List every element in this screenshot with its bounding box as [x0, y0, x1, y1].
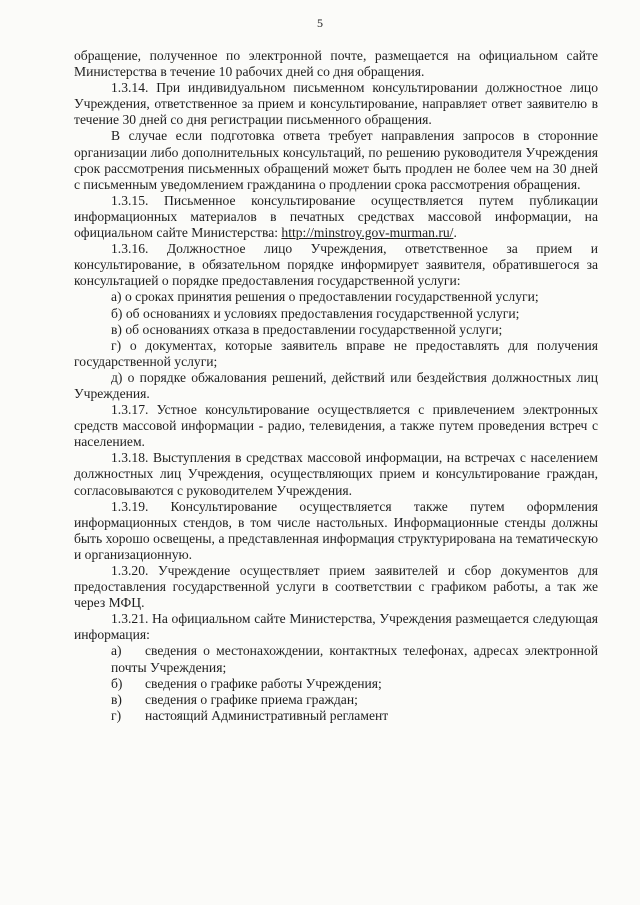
- list-item-d: д) о порядке обжалования решений, действий или бездействия должностных лиц Учреждения.: [74, 369, 598, 401]
- paragraph-extension: В случае если подготовка ответа требует направления запросов в сторонние организации либо дополнительных консультаций, по решению руководителя Учреждения срок рассмотрения письменных обращений может быть продлен не более чем на 30 дней с письменным уведомлением гражданина о продлении срока рассмотрения обращения.: [74, 128, 598, 192]
- paragraph-1-3-19: 1.3.19. Консультирование осуществляется также путем оформления информационных стендов, в том числе настольных. Информационные стенды должны быть хорошо освещены, а представленная информация структурирована на тематическую и организационную.: [74, 498, 598, 562]
- info-item-letter: б): [111, 675, 123, 691]
- info-item-letter: в): [111, 691, 122, 707]
- document-body: [74, 48, 598, 724]
- paragraph-1-3-17: 1.3.17. Устное консультирование осуществляется с привлечением электронных средств массовой информации - радио, телевидения, а также путем проведения встреч с населением.: [74, 402, 598, 450]
- paragraph-1-3-15-text: 1.3.15. Письменное консультирование осуществляется путем публикации информационных материалов в печатных средствах массовой информации, на официальном сайте Министерства:: [74, 192, 598, 241]
- paragraph-continuation: обращение, полученное по электронной почте, размещается на официальном сайте Министерства в течение 10 рабочих дней со дня обращения.: [74, 48, 598, 80]
- info-item-b: [74, 676, 598, 692]
- info-item-g: [74, 708, 598, 724]
- info-item-text: сведения о графике приема граждан;: [145, 691, 358, 707]
- list-item-v: в) об основаниях отказа в предоставлении государственной услуги;: [111, 321, 503, 337]
- list-item-g: г) о документах, которые заявитель вправе не предоставлять для получения государственной услуги;: [74, 337, 598, 369]
- info-item-text: сведения о местонахождении, контактных телефонах, адресах электронной почты Учреждения;: [111, 643, 598, 675]
- info-item-text: сведения о графике работы Учреждения;: [145, 675, 382, 691]
- info-item-a: [74, 643, 598, 675]
- paragraph-1-3-15: [74, 193, 598, 241]
- paragraph-1-3-18: 1.3.18. Выступления в средствах массовой информации, на встречах с населением должностных лиц Учреждения, осуществляющих прием и консультирование граждан, согласовываются с руководителем Учреждения.: [74, 450, 598, 498]
- list-item-b: б) об основаниях и условиях предоставления государственной услуги;: [111, 305, 520, 321]
- page-number: 5: [317, 16, 323, 30]
- info-item-text: настоящий Административный регламент: [145, 707, 389, 723]
- info-item-letter: а): [111, 643, 122, 659]
- list-item-a: а) о сроках принятия решения о предоставлении государственной услуги;: [111, 289, 539, 305]
- info-item-letter: г): [111, 707, 122, 723]
- paragraph-1-3-20: 1.3.20. Учреждение осуществляет прием заявителей и сбор документов для предоставления государственной услуги в соответствии с графиком работы, а так же через МФЦ.: [74, 563, 598, 611]
- paragraph-1-3-16: 1.3.16. Должностное лицо Учреждения, ответственное за прием и консультирование, в обязательном порядке информирует заявителя, обратившегося за консультацией о порядке предоставления государственной услуги:: [74, 241, 598, 289]
- ministry-site-link[interactable]: http://minstroy.gov-murman.ru/: [281, 225, 454, 241]
- paragraph-1-3-21: 1.3.21. На официальном сайте Министерства, Учреждения размещается следующая информация:: [74, 611, 598, 643]
- info-item-v: [74, 692, 598, 708]
- link-period: .: [453, 225, 457, 241]
- paragraph-1-3-14: 1.3.14. При индивидуальном письменном консультировании должностное лицо Учреждения, ответственное за прием и консультирование, направляет ответ заявителю в течение 30 дней со дня регистрации письменного обращения.: [74, 80, 598, 128]
